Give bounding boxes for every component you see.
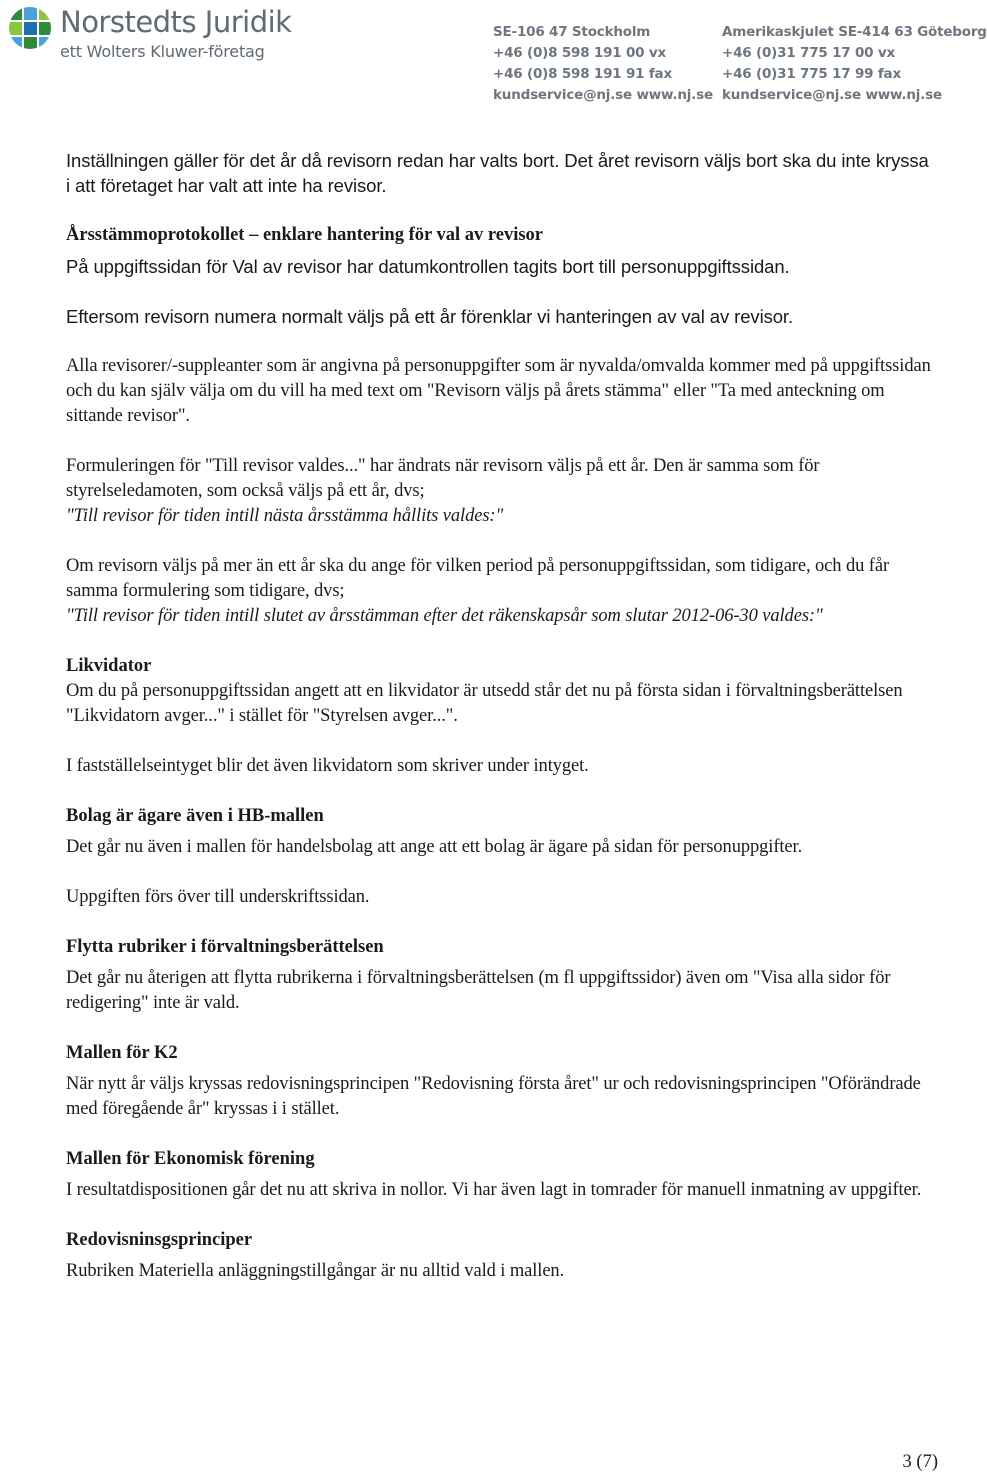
contact-stockholm <box>493 22 713 106</box>
section-heading-arsstamma: Årsstämmoprotokollet – enklare hantering för val av revisor <box>66 225 544 245</box>
paragraph: Om revisorn väljs på mer än ett år ska du ange för vilken period på personuppgiftssidan, som tidigare, och du får samma formulering som tidigare, dvs; <box>66 556 890 601</box>
paragraph: Rubriken Materiella anläggningstillgångar är nu alltid vald i mallen. <box>66 1261 565 1281</box>
paragraph: Eftersom revisorn numera normalt väljs på ett år förenklar vi hanteringen av val av revisor. <box>66 306 794 327</box>
section-heading-ekonomisk: Mallen för Ekonomisk förening <box>66 1149 315 1169</box>
section-heading-bolag: Bolag är ägare även i HB-mallen <box>66 806 324 826</box>
web-line: kundservice@nj.se www.nj.se <box>722 87 942 103</box>
quote: "Till revisor för tiden intill slutet av årsstämman efter det räkenskapsår som slutar 2012-06-30 valdes:" <box>66 606 823 626</box>
paragraph: Det går nu återigen att flytta rubrikerna i förvaltningsberättelsen (m fl uppgiftssidor) även om "Visa alla sidor för redigering" inte är vald. <box>66 968 891 1013</box>
page-number: 3 (7) <box>902 1452 938 1472</box>
paragraph: På uppgiftssidan för Val av revisor har datumkontrollen tagits bort till personuppgiftssidan. <box>66 256 790 277</box>
address-line: Amerikaskjulet SE-414 63 Göteborg <box>722 24 987 40</box>
web-line: kundservice@nj.se www.nj.se <box>493 87 713 103</box>
address-line: SE-106 47 Stockholm <box>493 24 651 40</box>
paragraph: Inställningen gäller för det år då revisorn redan har valts bort. Det året revisorn väljs bort ska du inte kryssa i att företaget har valt att inte ha revisor. <box>66 150 929 196</box>
publisher-logo <box>8 6 291 62</box>
paragraph: Om du på personuppgiftssidan angett att en likvidator är utsedd står det nu på första sidan i förvaltningsberättelsen "Likvidatorn avger..." i stället för "Styrelsen avger...". <box>66 681 903 726</box>
quote: "Till revisor för tiden intill nästa årsstämma hållits valdes:" <box>66 506 504 526</box>
paragraph: Uppgiften förs över till underskriftssidan. <box>66 887 370 907</box>
paragraph: Alla revisorer/-suppleanter som är angivna på personuppgifter som är nyvalda/omvalda kommer med på uppgiftssidan och du kan själv välja om du vill ha med text om "Revisorn väljs på årets stämma" eller "Ta med anteckning om sittande revisor". <box>66 356 931 426</box>
letterhead <box>0 0 987 110</box>
fax-line: +46 (0)31 775 17 99 fax <box>722 66 901 82</box>
fax-line: +46 (0)8 598 191 91 fax <box>493 66 672 82</box>
section-heading-flytta: Flytta rubriker i förvaltningsberättelsen <box>66 937 384 957</box>
phone-line: +46 (0)31 775 17 00 vx <box>722 45 895 61</box>
contact-goteborg <box>722 22 987 106</box>
section-heading-likvidator: Likvidator <box>66 656 152 676</box>
section-heading-redovisning: Redovisninsgsprinciper <box>66 1230 253 1250</box>
paragraph: När nytt år väljs kryssas redovisningsprincipen "Redovisning första året" ur och redovisningsprincipen "Oförändrade med föregående år" kryssas i i stället. <box>66 1074 921 1119</box>
paragraph: I resultatdispositionen går det nu att skriva in nollor. Vi har även lagt in tomrader för manuell inmatning av uppgifter. <box>66 1180 922 1200</box>
document-body <box>66 148 936 1284</box>
brand-tagline: ett Wolters Kluwer-företag <box>60 42 265 61</box>
brand-name: Norstedts Juridik <box>60 5 292 39</box>
phone-line: +46 (0)8 598 191 00 vx <box>493 45 666 61</box>
globe-logo-icon <box>8 6 52 50</box>
paragraph: I fastställelseintyget blir det även likvidatorn som skriver under intyget. <box>66 756 589 776</box>
section-heading-k2: Mallen för K2 <box>66 1043 178 1063</box>
paragraph: Det går nu även i mallen för handelsbolag att ange att ett bolag är ägare på sidan för personuppgifter. <box>66 837 803 857</box>
paragraph: Formuleringen för "Till revisor valdes..." har ändrats när revisorn väljs på ett år. Den är samma som för styrelseledamoten, som också väljs på ett år, dvs; <box>66 456 820 501</box>
